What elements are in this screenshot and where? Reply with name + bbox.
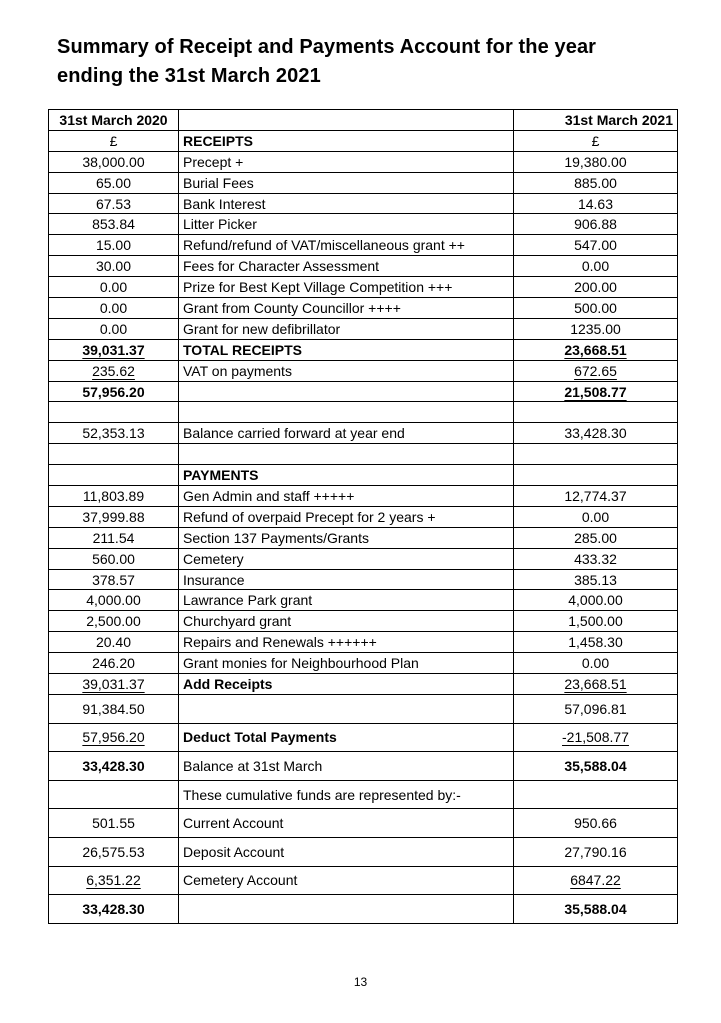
description-cell: Grant monies for Neighbourhood Plan — [179, 653, 514, 674]
amount-2021-cell: 1235.00 — [514, 318, 678, 339]
amount-2021-cell: 6847.22 — [514, 866, 678, 895]
description-cell: Repairs and Renewals ++++++ — [179, 632, 514, 653]
table-row — [49, 298, 678, 319]
amount-2021-cell: 4,000.00 — [514, 590, 678, 611]
amount-2020-cell: 560.00 — [49, 548, 179, 569]
table-row — [49, 527, 678, 548]
table-header-row — [49, 110, 678, 131]
amount-2021-cell — [514, 402, 678, 423]
amount-2020-cell: 57,956.20 — [49, 381, 179, 402]
amount-2021-cell: 21,508.77 — [514, 381, 678, 402]
description-cell: These cumulative funds are represented by:- — [179, 780, 514, 809]
amount-2021-cell: 57,096.81 — [514, 694, 678, 723]
description-cell: Lawrance Park grant — [179, 590, 514, 611]
table-row — [49, 837, 678, 866]
account-table-body — [49, 110, 678, 924]
table-row — [49, 381, 678, 402]
amount-2020-cell: 37,999.88 — [49, 506, 179, 527]
header-spacer — [179, 110, 514, 131]
table-row — [49, 674, 678, 695]
description-cell: Deduct Total Payments — [179, 723, 514, 752]
amount-2021-cell: £ — [514, 130, 678, 151]
amount-2020-cell: 235.62 — [49, 360, 179, 381]
amount-2020-cell: 38,000.00 — [49, 151, 179, 172]
table-row — [49, 548, 678, 569]
amount-2020-cell: 0.00 — [49, 298, 179, 319]
description-cell: Litter Picker — [179, 214, 514, 235]
amount-2020-cell: 501.55 — [49, 809, 179, 838]
document-title — [57, 33, 687, 91]
amount-2021-cell: 33,428.30 — [514, 423, 678, 444]
amount-2021-cell: 500.00 — [514, 298, 678, 319]
page-number: 13 — [353, 975, 368, 989]
amount-2020-cell: 91,384.50 — [49, 694, 179, 723]
amount-2021-cell: 1,458.30 — [514, 632, 678, 653]
header-year-2020: 31st March 2020 — [49, 110, 179, 131]
table-row — [49, 611, 678, 632]
description-cell: Deposit Account — [179, 837, 514, 866]
description-cell: Prize for Best Kept Village Competition +++ — [179, 277, 514, 298]
table-row — [49, 423, 678, 444]
table-row — [49, 193, 678, 214]
amount-2021-cell: 35,588.04 — [514, 752, 678, 781]
amount-2021-cell: 1,500.00 — [514, 611, 678, 632]
amount-2021-cell: 0.00 — [514, 506, 678, 527]
description-cell: RECEIPTS — [179, 130, 514, 151]
description-cell: Gen Admin and staff +++++ — [179, 486, 514, 507]
amount-2021-cell: 35,588.04 — [514, 895, 678, 924]
table-row — [49, 339, 678, 360]
description-cell — [179, 402, 514, 423]
header-year-2021: 31st March 2021 — [514, 110, 678, 131]
description-cell — [179, 444, 514, 465]
table-row — [49, 151, 678, 172]
amount-2021-cell: 885.00 — [514, 172, 678, 193]
description-cell — [179, 381, 514, 402]
amount-2020-cell: 4,000.00 — [49, 590, 179, 611]
amount-2020-cell — [49, 444, 179, 465]
amount-2021-cell: 27,790.16 — [514, 837, 678, 866]
amount-2021-cell: 14.63 — [514, 193, 678, 214]
description-cell: Cemetery Account — [179, 866, 514, 895]
amount-2020-cell: 39,031.37 — [49, 674, 179, 695]
description-cell: Balance at 31st March — [179, 752, 514, 781]
amount-2021-cell: 950.66 — [514, 809, 678, 838]
table-row — [49, 653, 678, 674]
table-row — [49, 486, 678, 507]
description-cell: Refund of overpaid Precept for 2 years + — [179, 506, 514, 527]
description-cell — [179, 895, 514, 924]
amount-2020-cell — [49, 465, 179, 486]
amount-2020-cell: 0.00 — [49, 318, 179, 339]
table-row — [49, 590, 678, 611]
table-row — [49, 130, 678, 151]
amount-2021-cell — [514, 444, 678, 465]
document-title-line1: Summary of Receipt and Payments Account for the year — [57, 36, 597, 58]
description-cell: Current Account — [179, 809, 514, 838]
table-row — [49, 360, 678, 381]
table-row — [49, 895, 678, 924]
amount-2020-cell: 39,031.37 — [49, 339, 179, 360]
amount-2020-cell: 33,428.30 — [49, 895, 179, 924]
table-row — [49, 752, 678, 781]
amount-2020-cell: 0.00 — [49, 277, 179, 298]
table-row — [49, 809, 678, 838]
description-cell: Burial Fees — [179, 172, 514, 193]
amount-2021-cell: 12,774.37 — [514, 486, 678, 507]
amount-2021-cell: 547.00 — [514, 235, 678, 256]
amount-2020-cell: 52,353.13 — [49, 423, 179, 444]
document-title-line2: ending the 31st March 2021 — [57, 65, 321, 87]
amount-2020-cell: 246.20 — [49, 653, 179, 674]
description-cell: TOTAL RECEIPTS — [179, 339, 514, 360]
amount-2020-cell: 33,428.30 — [49, 752, 179, 781]
description-cell: VAT on payments — [179, 360, 514, 381]
table-row — [49, 172, 678, 193]
amount-2020-cell: 67.53 — [49, 193, 179, 214]
amount-2021-cell: 285.00 — [514, 527, 678, 548]
amount-2021-cell: 23,668.51 — [514, 674, 678, 695]
description-cell: Balance carried forward at year end — [179, 423, 514, 444]
amount-2021-cell — [514, 780, 678, 809]
amount-2020-cell: 6,351.22 — [49, 866, 179, 895]
amount-2020-cell: 20.40 — [49, 632, 179, 653]
description-cell — [179, 694, 514, 723]
amount-2021-cell: 200.00 — [514, 277, 678, 298]
amount-2021-cell: 385.13 — [514, 569, 678, 590]
description-cell: Fees for Character Assessment — [179, 256, 514, 277]
amount-2021-cell — [514, 465, 678, 486]
amount-2020-cell: 2,500.00 — [49, 611, 179, 632]
description-cell: Refund/refund of VAT/miscellaneous grant ++ — [179, 235, 514, 256]
amount-2021-cell: 433.32 — [514, 548, 678, 569]
table-row — [49, 318, 678, 339]
amount-2021-cell: -21,508.77 — [514, 723, 678, 752]
amount-2020-cell: 11,803.89 — [49, 486, 179, 507]
table-row — [49, 723, 678, 752]
amount-2020-cell: 65.00 — [49, 172, 179, 193]
amount-2020-cell: 30.00 — [49, 256, 179, 277]
table-row — [49, 214, 678, 235]
amount-2020-cell: 26,575.53 — [49, 837, 179, 866]
amount-2021-cell: 0.00 — [514, 653, 678, 674]
table-row — [49, 444, 678, 465]
table-row — [49, 780, 678, 809]
amount-2020-cell — [49, 780, 179, 809]
amount-2020-cell: 853.84 — [49, 214, 179, 235]
receipts-payments-table — [48, 109, 678, 924]
description-cell: Bank Interest — [179, 193, 514, 214]
table-row — [49, 866, 678, 895]
amount-2021-cell: 19,380.00 — [514, 151, 678, 172]
amount-2020-cell: 15.00 — [49, 235, 179, 256]
amount-2021-cell: 672.65 — [514, 360, 678, 381]
description-cell: Insurance — [179, 569, 514, 590]
amount-2021-cell: 23,668.51 — [514, 339, 678, 360]
table-row — [49, 256, 678, 277]
description-cell: Cemetery — [179, 548, 514, 569]
amount-2020-cell: 211.54 — [49, 527, 179, 548]
description-cell: PAYMENTS — [179, 465, 514, 486]
table-row — [49, 694, 678, 723]
amount-2021-cell: 0.00 — [514, 256, 678, 277]
table-row — [49, 465, 678, 486]
amount-2020-cell: 57,956.20 — [49, 723, 179, 752]
description-cell: Precept + — [179, 151, 514, 172]
description-cell: Add Receipts — [179, 674, 514, 695]
description-cell: Grant for new defibrillator — [179, 318, 514, 339]
table-row — [49, 402, 678, 423]
amount-2020-cell: 378.57 — [49, 569, 179, 590]
table-row — [49, 632, 678, 653]
table-row — [49, 277, 678, 298]
amount-2020-cell: £ — [49, 130, 179, 151]
table-row — [49, 569, 678, 590]
table-row — [49, 506, 678, 527]
description-cell: Churchyard grant — [179, 611, 514, 632]
table-row — [49, 235, 678, 256]
description-cell: Grant from County Councillor ++++ — [179, 298, 514, 319]
description-cell: Section 137 Payments/Grants — [179, 527, 514, 548]
amount-2021-cell: 906.88 — [514, 214, 678, 235]
amount-2020-cell — [49, 402, 179, 423]
